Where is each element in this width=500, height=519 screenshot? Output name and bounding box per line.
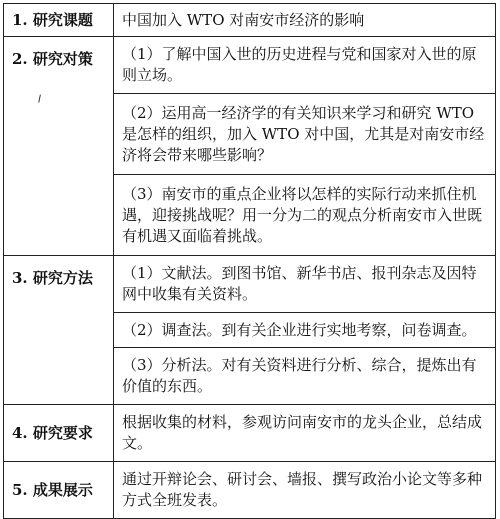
table-row-topic — [4, 4, 496, 37]
method-item-1: （1）文献法。到图书馆、新华书店、报刊杂志及因特网中收集有关资料。 — [114, 256, 496, 313]
strategy-item-2: （2）运用高一经济学的有关知识来学习和研究 WTO 是怎样的组织，加入 WTO 对中国，尤其是对南安市经济将会带来哪些影响？ — [114, 94, 496, 175]
topic-text: 中国加入 WTO 对南安市经济的影响 — [114, 4, 496, 37]
requirement-text: 根据收集的材料，参观访问南安市的龙头企业，总结成文。 — [114, 405, 496, 462]
table-row-strategy — [4, 37, 496, 94]
strategy-item-3: （3）南安市的重点企业将以怎样的实际行动来抓住机遇，迎接挑战呢？用一分为二的观点分析南安市入世既有机遇又面临着挑战。 — [114, 175, 496, 256]
table-row-method — [4, 256, 496, 313]
method-item-2: （2）调查法。到有关企业进行实地考察，问卷调查。 — [114, 313, 496, 348]
row-label-strategy: 2. 研究对策 — [4, 37, 114, 256]
strategy-item-1: （1）了解中国入世的历史进程与党和国家对入世的原则立场。 — [114, 37, 496, 94]
table-row-result — [4, 462, 496, 519]
row-label-requirement: 4. 研究要求 — [4, 405, 114, 462]
research-plan-page — [3, 3, 496, 509]
table-row-requirement — [4, 405, 496, 462]
method-item-3: （3）分析法。对有关资料进行分析、综合，提炼出有价值的东西。 — [114, 348, 496, 405]
row-label-topic: 1. 研究课题 — [4, 4, 114, 37]
result-text: 通过开辩论会、研讨会、墙报、撰写政治小论文等多种方式全班发表。 — [114, 462, 496, 519]
row-label-result: 5. 成果展示 — [4, 462, 114, 519]
research-plan-table — [3, 3, 496, 519]
row-label-method: 3. 研究方法 — [4, 256, 114, 405]
